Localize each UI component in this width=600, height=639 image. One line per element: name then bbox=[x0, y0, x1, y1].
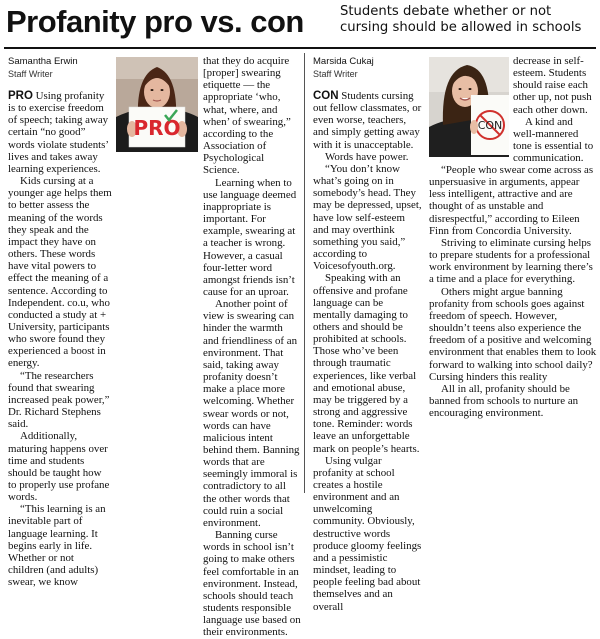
masthead bbox=[0, 0, 600, 46]
pro-byline bbox=[8, 56, 78, 80]
con-paragraph-5: Using vulgar profanity at school creates a hostile environment and an unwelcoming community. Obviously, destructive words produce gloomy feelings and a pessimistic mindset, leading to people feeling bad about themselves and an overall bbox=[313, 454, 422, 613]
pro-photo-illustration bbox=[116, 57, 198, 152]
pro-paragraph-1 bbox=[8, 90, 112, 175]
con-paragraph-1-text: Students cursing out fellow classmates, or even worse, teachers, and simply getting away with it is unacceptable. bbox=[313, 90, 422, 151]
con-role: Staff Writer bbox=[313, 69, 358, 79]
pro-author: Samantha Erwin bbox=[8, 56, 78, 67]
headline: Profanity pro vs. con bbox=[6, 4, 304, 39]
con-paragraph-1 bbox=[313, 90, 423, 151]
con-lead-word: CON bbox=[313, 90, 339, 102]
pro-sign-text: PRO bbox=[133, 116, 181, 140]
con-sign-text: CON bbox=[477, 119, 503, 132]
pro-photo bbox=[116, 57, 198, 152]
con-paragraph-8: “People who swear come across as unpersuasive in arguments, appear less intelligent, attractive and are thought of as unstable and disrespectful,” according to Eileen Finn from Concordia University. bbox=[429, 164, 594, 237]
pro-paragraph-4: Additionally, maturing happens over time and students should be taught how to properly use profane words. bbox=[8, 430, 110, 504]
pro-paragraph-6: that they do acquire [proper] swearing etiquette — the appropriate ‘who, what, where, and when’ of swearing,” according to the Association of Psychological Science. bbox=[203, 55, 291, 177]
pro-paragraph-9: Banning curse words in school isn’t going to make others feel comfortable in an environment. Instead, schools should teach students responsible language use based on their environments. bbox=[203, 529, 301, 639]
pro-paragraph-8: Another point of view is swearing can hinder the warmth and friendliness of an environment. That said, taking away profanity doesn’t make a place more welcoming. Whether swear words or not, words can have malicious intent behind them. Banning words that are seemingly immoral is contradictory to all the other words that could ruin a social environment. bbox=[203, 298, 300, 529]
headline-rule bbox=[4, 47, 596, 49]
pro-role: Staff Writer bbox=[8, 69, 53, 79]
con-paragraph-7: A kind and well-mannered tone is essential to communication. bbox=[513, 115, 594, 165]
con-column-1 bbox=[313, 90, 423, 613]
con-byline bbox=[313, 56, 374, 80]
pro-paragraph-1-text: Using profanity is to exercise freedom of speech; taking away certain “no good” words violate students’ lives and takes away learning experiences. bbox=[8, 90, 109, 175]
con-column-2-top bbox=[513, 55, 597, 164]
con-paragraph-6: decrease in self-esteem. Students should raise each other up, not push each other down. bbox=[513, 55, 592, 116]
con-author: Marsida Cukaj bbox=[313, 56, 374, 67]
con-paragraph-11: All in all, profanity should be banned from schools to nurture an encouraging environment. bbox=[429, 382, 579, 420]
subhead: Students debate whether or not cursing should be allowed in schools bbox=[340, 4, 582, 35]
con-paragraph-4: Speaking with an offensive and profane language can be mentally damaging to others and should be prohibited at schools. Those who’ve been through traumatic experiences, like verbal and emotional abuse, may be triggered by a strong and aggressive tone. Reminder: words leave an unforgettable mark on people’s hearts. bbox=[313, 272, 420, 455]
con-paragraph-10: Others might argue banning profanity from schools goes against freedom of speech. However, shouldn’t teens also experience the freedom of a positive and welcoming environment that enables them to look forward to walking into school daily? Cursing hinders this reality bbox=[429, 285, 597, 383]
pro-column-2 bbox=[203, 55, 301, 639]
column-divider bbox=[304, 53, 305, 493]
pro-column-1 bbox=[8, 90, 112, 588]
con-column-2 bbox=[429, 164, 597, 419]
con-paragraph-9: Striving to eliminate cursing helps to prepare students for a professional work environment by learning there’s a time and a place for everything. bbox=[429, 236, 593, 286]
pro-paragraph-3: “The researchers found that swearing increased peak power,” Dr. Richard Stephens said. bbox=[8, 369, 110, 431]
pro-lead-word: PRO bbox=[8, 90, 33, 102]
con-paragraph-2: Words have power. bbox=[325, 150, 409, 163]
con-photo-illustration bbox=[429, 57, 509, 157]
pro-paragraph-2: Kids cursing at a younger age helps them to better assess the meaning of the words they speak and the impact they have on others. These words have vital powers to effect the meaning of a sentence. According to Independent. co.u, who conducted a study at + University, participants who swore found they experienced a boost in energy. bbox=[8, 175, 112, 370]
pro-paragraph-7: Learning when to use language deemed inappropriate is important. For example, swearing at a teacher is wrong. However, a casual four-letter word amongst friends isn’t cause for an uproar. bbox=[203, 176, 297, 298]
con-photo bbox=[429, 57, 509, 157]
pro-paragraph-5: “This learning is an inevitable part of language learning. It begins early in life. Whether or not children (and adults) swear, we know bbox=[8, 503, 106, 589]
con-paragraph-3: “You don’t know what’s going on in somebody’s head. They may be depressed, upset, have low self-esteem and may overthink something you said,” according to Voicesofyouth.org. bbox=[313, 162, 422, 273]
